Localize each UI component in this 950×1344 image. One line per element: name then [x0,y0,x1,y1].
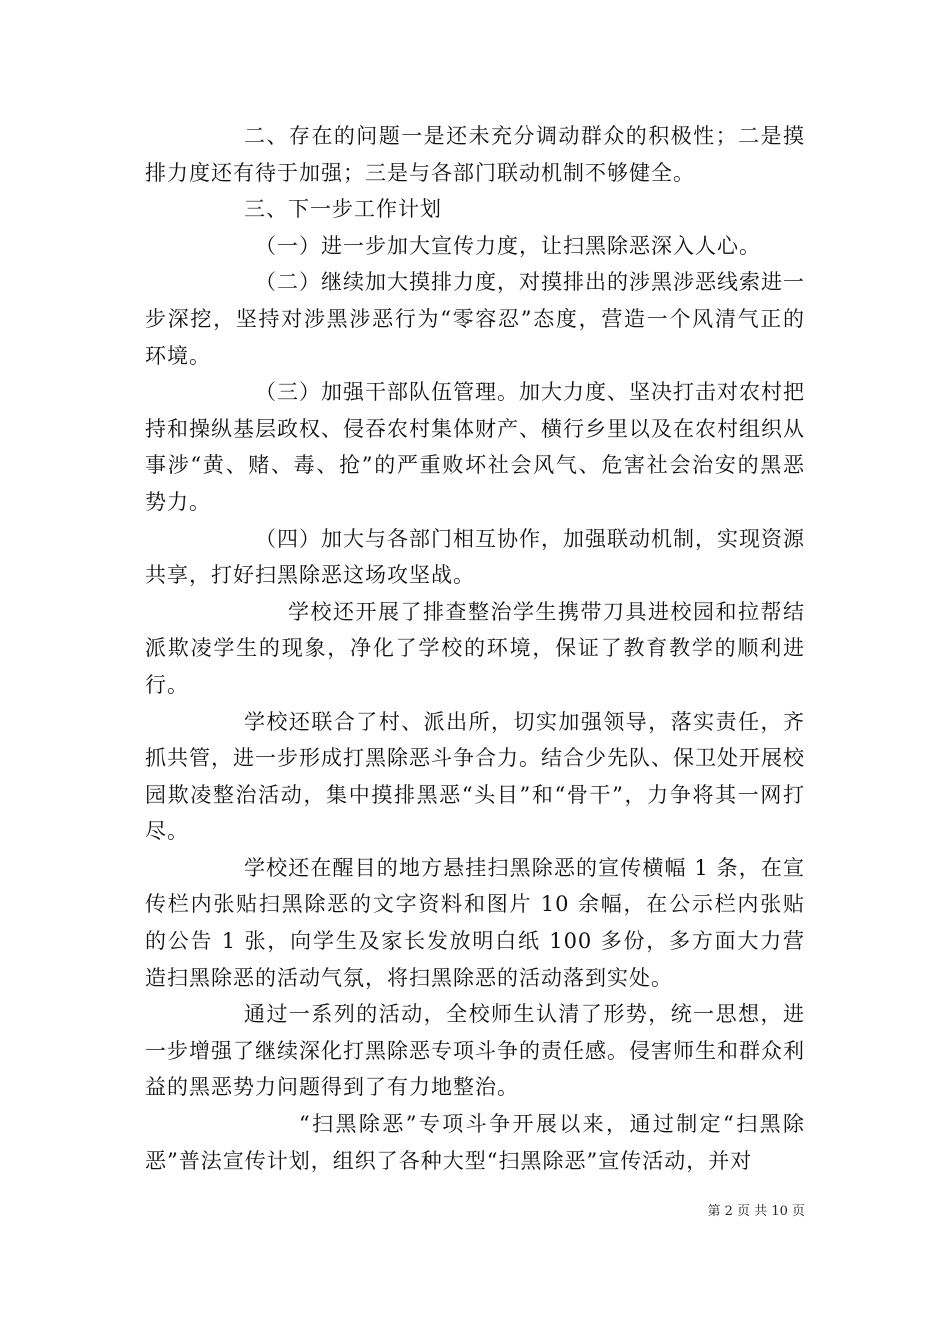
paragraph-school-joint: 学校还联合了村、派出所，切实加强领导，落实责任，齐抓共管，进一步形成打黑除恶斗争合力。结合少先队、保卫处开展校园欺凌整治活动，集中摸排黑恶“头目”和“骨干”，力争将其一网打尽。 [145,709,805,844]
paragraph-campaign-summary: “扫黑除恶”专项斗争开展以来，通过制定“扫黑除恶”普法宣传计划，组织了各种大型“扫黑除恶”宣传活动，并对 [145,1112,805,1173]
plan-item-1: （一）进一步加大宣传力度，让扫黑除恶深入人心。 [255,233,761,258]
page-number-footer: 第 2 页 共 10 页 [707,1204,805,1219]
heading-next-plan: 三、下一步工作计划 [244,197,442,222]
paragraph-activities-result: 通过一系列的活动，全校师生认清了形势，统一思想，进一步增强了继续深化打黑除恶专项斗争的责任感。侵害师生和群众利益的黑恶势力问题得到了有力地整治。 [145,1002,805,1100]
plan-item-3: （三）加强干部队伍管理。加大力度、坚决打击对农村把持和操纵基层政权、侵吞农村集体财产、横行乡里以及在农村组织从事涉“黄、赌、毒、抢”的严重败坏社会风气、危害社会治安的黑恶势力。 [145,380,805,514]
plan-item-2: （二）继续加大摸排力度，对摸排出的涉黑涉恶线索进一步深挖，坚持对涉黑涉恶行为“零容忍”态度，营造一个风清气正的环境。 [145,270,805,368]
paragraph-problems: 二、存在的问题一是还未充分调动群众的积极性；二是摸排力度还有待于加强；三是与各部门联动机制不够健全。 [145,124,805,185]
plan-item-4: （四）加大与各部门相互协作，加强联动机制，实现资源共享，打好扫黑除恶这场攻坚战。 [145,526,805,588]
paragraph-school-banners: 学校还在醒目的地方悬挂扫黑除恶的宣传横幅 1 条，在宣传栏内张贴扫黑除恶的文字资料和图片 10 余幅，在公示栏内张贴的公告 1 张，向学生及家长发放明白纸 100 多份，多方面大力营造扫黑除恶的活动气氛，将扫黑除恶的活动落到实处。 [145,855,805,990]
document-body [145,118,805,1179]
paragraph-school-inspection: 学校还开展了排查整治学生携带刀具进校园和拉帮结派欺凌学生的现象，净化了学校的环境，保证了教育教学的顺利进行。 [145,599,805,697]
